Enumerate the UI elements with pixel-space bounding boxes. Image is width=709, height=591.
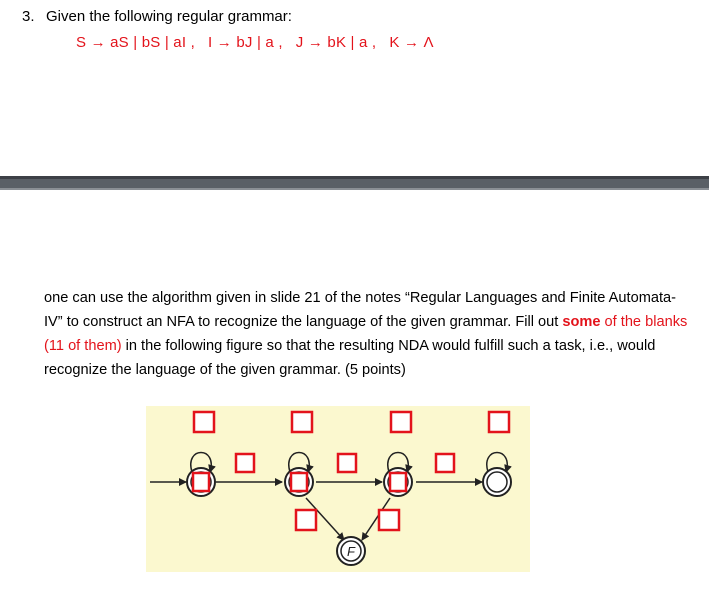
blank-box-edge-j-k[interactable] bbox=[436, 454, 454, 472]
blank-box-state-s[interactable] bbox=[193, 473, 209, 491]
question-number: 3. bbox=[22, 8, 35, 25]
paragraph-blanks-count: of the blanks (11 of them) bbox=[44, 314, 688, 354]
blank-box-edge-j-f[interactable] bbox=[379, 510, 399, 530]
blank-box-state-j[interactable] bbox=[390, 473, 406, 491]
final-state-label: F bbox=[347, 544, 355, 559]
nfa-diagram bbox=[146, 406, 530, 572]
blank-box-loop-j[interactable] bbox=[391, 412, 411, 432]
question-paragraph bbox=[44, 286, 694, 382]
page-divider bbox=[0, 176, 709, 190]
paragraph-text-2: in the following figure so that the resulting NDA would fulfill such a task, i.e., would recognize the language of the given grammar. (5 points) bbox=[44, 338, 656, 378]
blank-box-edge-i-f[interactable] bbox=[296, 510, 316, 530]
paragraph-emphasis-some: some bbox=[562, 314, 601, 330]
blank-box-edge-s-i[interactable] bbox=[236, 454, 254, 472]
nfa-figure bbox=[146, 406, 530, 572]
blank-box-state-i[interactable] bbox=[291, 473, 307, 491]
state-final bbox=[337, 537, 365, 565]
question-title: Given the following regular grammar: bbox=[46, 8, 292, 25]
blank-box-loop-k[interactable] bbox=[489, 412, 509, 432]
state-k bbox=[483, 468, 511, 496]
paragraph-text-1: one can use the algorithm given in slide 21 of the notes “Regular Languages and Finite Automata- IV” to construct an NFA to recognize the language of the given grammar. Fill out bbox=[44, 290, 676, 330]
blank-box-loop-s[interactable] bbox=[194, 412, 214, 432]
blank-box-edge-i-j[interactable] bbox=[338, 454, 356, 472]
blank-box-loop-i[interactable] bbox=[292, 412, 312, 432]
grammar-rules: S → aS | bS | aI , I → bJ | a , J → bK | a , K → Λ bbox=[76, 34, 434, 51]
